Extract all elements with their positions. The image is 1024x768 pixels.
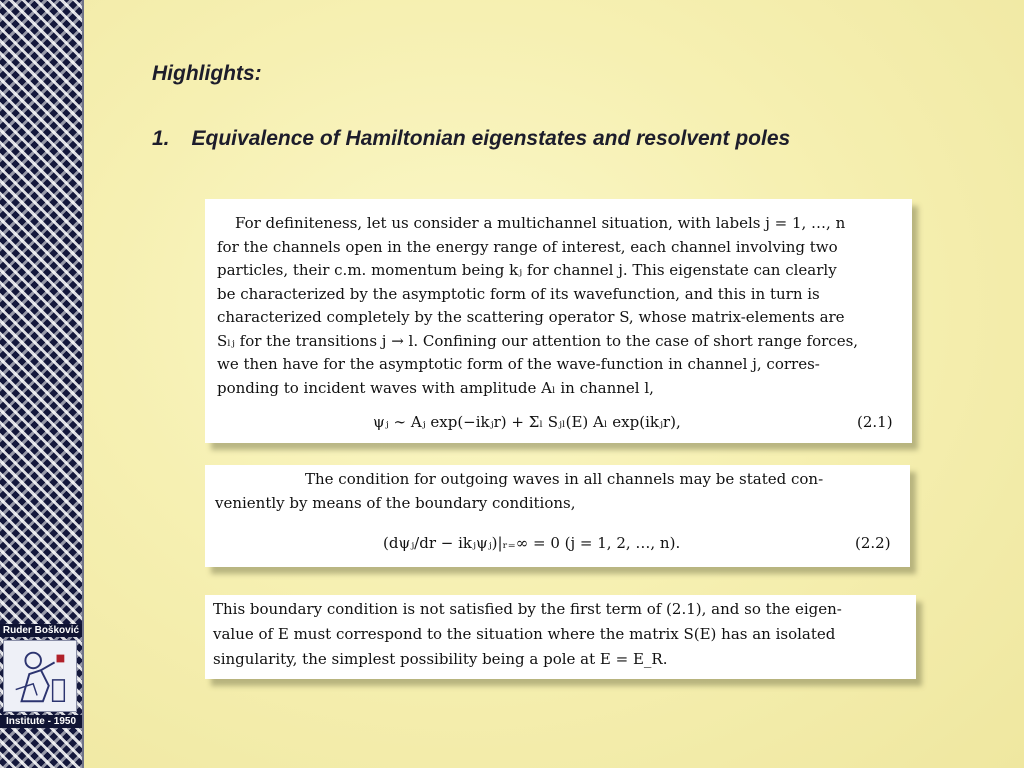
highlights-heading: Highlights:	[152, 62, 262, 85]
institute-year-label: Institute - 1950	[0, 715, 82, 728]
text-line: value of E must correspond to the situation where the matrix S(E) has an isolated	[213, 625, 836, 643]
equation-number: (2.1)	[857, 413, 893, 431]
text-line: Sₗⱼ for the transitions j → l. Confining our attention to the case of short range forces,	[217, 332, 859, 350]
excerpt-panel-1	[205, 199, 912, 443]
item-number: 1.	[152, 127, 170, 150]
text-line: ponding to incident waves with amplitude Aₗ in channel l,	[217, 379, 654, 397]
item-title-text: Equivalence of Hamiltonian eigenstates and resolvent poles	[191, 127, 791, 150]
excerpt-panel-2	[205, 465, 910, 567]
text-line: This boundary condition is not satisfied by the first term of (2.1), and so the eigen-	[213, 600, 842, 618]
equation-number: (2.2)	[855, 534, 891, 552]
institute-name-label: Ruder Bošković	[0, 624, 82, 637]
text-line: singularity, the simplest possibility being a pole at E = E_R.	[213, 650, 668, 668]
text-line: For definiteness, let us consider a multichannel situation, with labels j = 1, …, n	[235, 214, 846, 232]
text-line: veniently by means of the boundary conditions,	[215, 494, 576, 512]
equation-2-2: (dψⱼ/dr − ikⱼψⱼ)|ᵣ₌∞ = 0 (j = 1, 2, …, n).	[383, 534, 681, 552]
text-line: we then have for the asymptotic form of the wave-function in channel j, corres-	[217, 355, 820, 373]
text-line: particles, their c.m. momentum being kⱼ for channel j. This eigenstate can clearly	[217, 261, 837, 279]
text-line: for the channels open in the energy range of interest, each channel involving two	[217, 238, 838, 256]
equation-2-1: ψⱼ ∼ Aⱼ exp(−ikⱼr) + Σₗ Sⱼₗ(E) Aₗ exp(ikⱼr),	[373, 413, 681, 431]
highlight-item-title	[152, 127, 790, 151]
institute-logo-icon	[3, 640, 77, 712]
excerpt-panel-3	[205, 595, 916, 679]
text-line: characterized completely by the scattering operator S, whose matrix-elements are	[217, 308, 845, 326]
text-line: The condition for outgoing waves in all channels may be stated con-	[305, 470, 824, 488]
text-line: be characterized by the asymptotic form of its wavefunction, and this in turn is	[217, 285, 820, 303]
